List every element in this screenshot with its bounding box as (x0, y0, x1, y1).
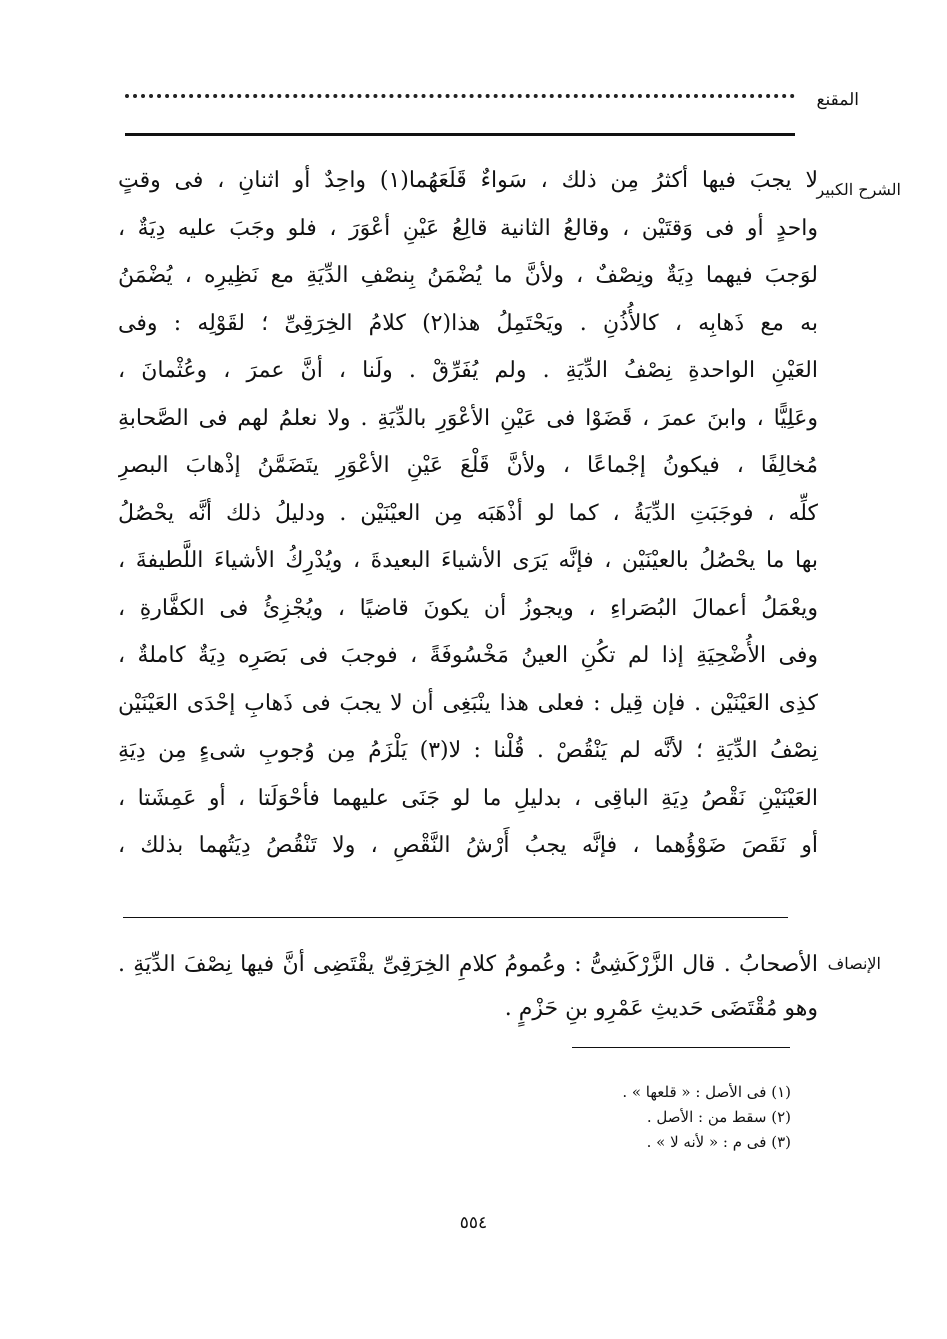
text-line: لوَجبَ فيهما دِيَةٌ ونِصْفٌ ، ولأنَّ ما يُضْمَنُ بِنصْفِ الدِّيَةِ مع نَظِيرِه ، يُضْمَنُ (118, 263, 818, 288)
text-line: كلِّه ، فوجَبَتِ الدِّيَةُ ، كما لو أذْهَبَه مِن العيْنَيْن . ودليلُ ذلك أنَّه يحْصُلُ (118, 500, 818, 526)
footnotes (491, 1080, 791, 1155)
text-line: كذِى العَيْنَيْن . فإن قِيل : فعلى هذا ينْبَغِى أن لا يجبَ فى ذَهابِ إحْدَى العَيْنَيْن (118, 690, 818, 716)
header-rule (125, 133, 795, 136)
page-number: ٥٥٤ (459, 1213, 488, 1233)
text-line: واحدٍ أو فى وَقتَيْن ، وقالعُ الثانية قالِعُ عَيْنِ أعْوَرَ ، فلو وجَبَ عليه دِيَةٌ ، (118, 215, 818, 241)
text-line: ويعْمَلُ أعمالَ البُصَراءِ ، ويجوزُ أن يكونَ قاضيًا ، ويُجْزِئُ فى الكفَّارةِ ، (118, 595, 818, 621)
main-text-block (118, 157, 818, 870)
text-line: العَيْنِ الواحدةِ نِصْفُ الدِّيَةِ . ولم يُفَرِّقْ . ولَنا ، أنَّ عمرَ ، وعُثْمانَ ، (118, 358, 818, 383)
text-line: وعَلِيًّا ، وابنَ عمرَ ، قَضَوْا فى عَيْنِ الأعْوَرِ بالدِّيَةِ . ولا نعلمُ لهم فى الصَّحابةِ (118, 405, 818, 431)
insaf-line: وهو مُقْتَضَى حَديثِ عَمْرِو بنِ حَزْمٍ . (504, 996, 818, 1021)
text-line: بها ما يحْصُلُ بالعيْنَيْن ، فإنَّه يَرَى الأشياءَ البعيدةَ ، ويُدْرِكُ الأشياءَ اللَّطيفةَ ، (118, 548, 818, 573)
text-line: لا يجبَ فيها أكثرُ مِن ذلك ، سَواءٌ قَلَعَهُما(١) واحِدٌ أو اثنانِ ، فى وقتٍ (118, 168, 818, 193)
insaf-line: الأصحابُ . قال الزَّرْكَشِىُّ : وعُمومُ كلامِ الخِرَقِىِّ يقْتَضِى أنَّ فيها نِصْفَ الدِّيَةِ . (118, 952, 818, 977)
header-dotted-rule (125, 94, 795, 98)
insaf-text-block (118, 943, 818, 1031)
margin-label-sharh: الشرح الكبير (816, 180, 901, 199)
text-line: العَيْنَيْنِ نَقْصُ دِيَةِ الباقِى ، بدليلِ ما لو جَنَى عليهما فأحْوَلَتا ، أو عَمِشَتا ، (118, 785, 818, 811)
text-line: به مع ذَهابِه ، كالأُذُنِ . ويَحْتَمِلُ هذا(٢) كلامُ الخِرَقِىِّ ؛ لقَوْلِه : وفى (118, 310, 818, 336)
footnote: (٣) فى م : « لأنه لا » . (646, 1133, 791, 1151)
section-divider (123, 917, 788, 918)
text-line: أو نَقَصَ ضَوْؤُهما ، فإنَّه يجبُ أَرْشُ النَّقْصِ ، ولا تَنْقُصُ دِيَتُهما بذلك ، (118, 833, 818, 858)
header-title: المقنع (816, 90, 859, 110)
margin-label-insaf: الإنصاف (827, 954, 881, 973)
footnote: (١) فى الأصل : « قلعها » . (622, 1083, 791, 1101)
footnote: (٢) سقط من : الأصل . (646, 1108, 791, 1126)
text-line: وفى الأُضْحِيَةِ إذا لم تكُنِ العينُ مَخْسُوفَةً ، فوجبَ فى بَصَرِه دِيَةٌ كاملةٌ ، (118, 643, 818, 668)
text-line: مُخالِفًا ، فيكونُ إجْماعًا ، ولأنَّ قَلْعَ عَيْنِ الأعْوَرِ يتَضَمَّنُ إذْهابَ البصرِ (118, 453, 818, 478)
text-line: نِصْفُ الدِّيَةِ ؛ لأنَّه لم يَنْقُصْ . قُلْنا : لا(٣) يَلْزَمُ مِن وُجوبِ شىءٍ مِن دِيَةِ (118, 738, 818, 763)
footnote-divider (572, 1047, 790, 1048)
